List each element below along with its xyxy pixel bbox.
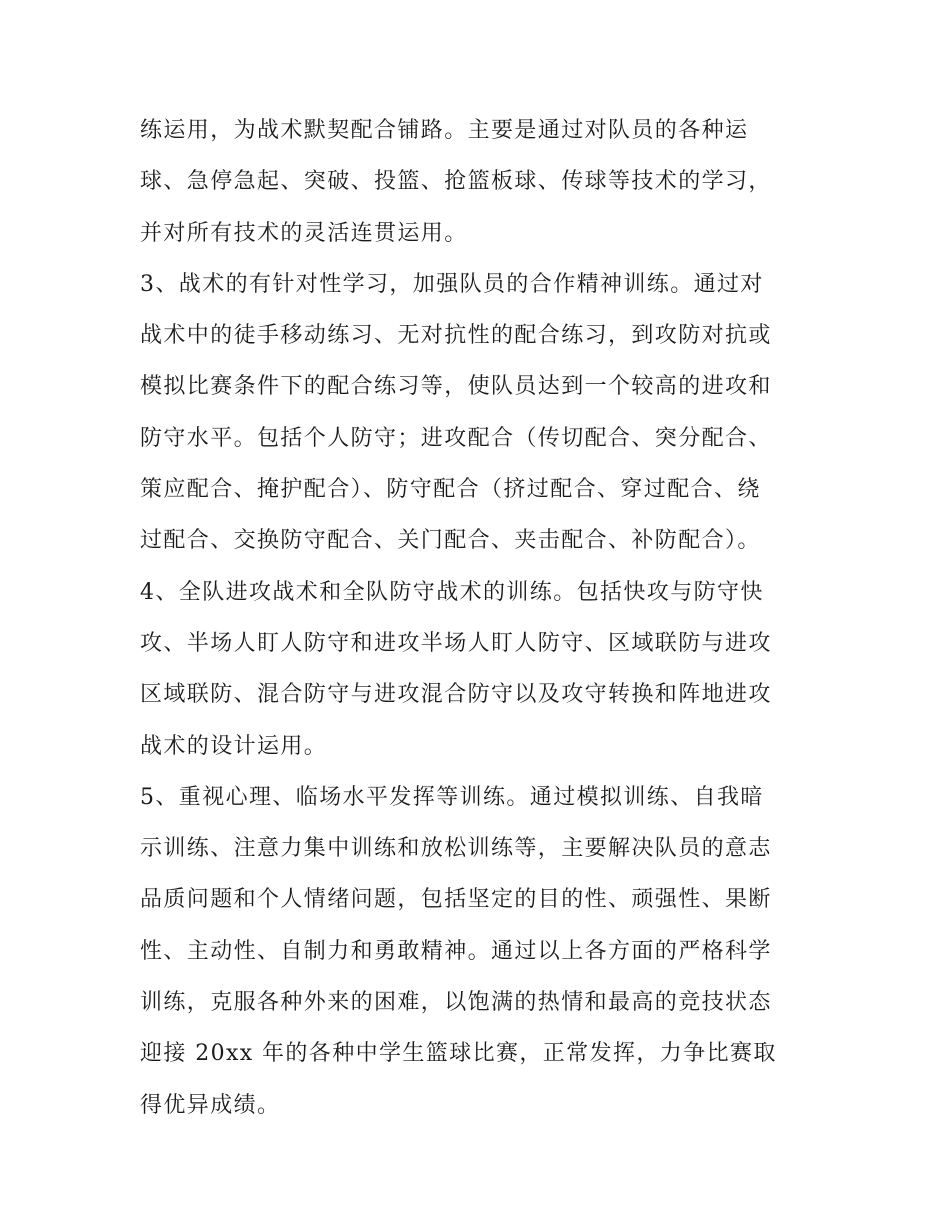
text-line: 战术的设计运用。 bbox=[140, 733, 328, 759]
text-line: 过配合、交换防守配合、关门配合、夹击配合、补防配合）。 bbox=[140, 528, 761, 554]
text-line: 4、全队进攻战术和全队防守战术的训练。包括快攻与防守快 bbox=[140, 579, 764, 605]
text-line: 示训练、注意力集中训练和放松训练等，主要解决队员的意志 bbox=[140, 836, 772, 862]
text-line: 模拟比赛条件下的配合练习等，使队员达到一个较高的进攻和 bbox=[140, 374, 772, 400]
text-line: 战术中的徒手移动练习、无对抗性的配合练习，到攻防对抗或 bbox=[140, 323, 772, 349]
text-line: 品质问题和个人情绪问题，包括坚定的目的性、顽强性、果断 bbox=[140, 887, 772, 913]
text-line: 迎接 20xx 年的各种中学生篮球比赛，正常发挥，力争比赛取 bbox=[140, 1041, 777, 1067]
text-line: 得优异成绩。 bbox=[140, 1092, 281, 1118]
text-line: 训练，克服各种外来的困难，以饱满的热情和最高的竞技状态 bbox=[140, 990, 772, 1016]
body-text bbox=[140, 105, 820, 1131]
text-line: 区域联防、混合防守与进攻混合防守以及攻守转换和阵地进攻 bbox=[140, 682, 772, 708]
text-line: 练运用，为战术默契配合铺路。主要是通过对队员的各种运 bbox=[140, 118, 749, 143]
text-line: 攻、半场人盯人防守和进攻半场人盯人防守、区域联防与进攻 bbox=[140, 630, 772, 656]
text-line: 防守水平。包括个人防守；进攻配合（传切配合、突分配合、 bbox=[140, 425, 772, 451]
text-line: 3、战术的有针对性学习，加强队员的合作精神训练。通过对 bbox=[140, 271, 764, 297]
text-line: 策应配合、掩护配合）、防守配合（挤过配合、穿过配合、绕 bbox=[140, 477, 761, 503]
text-line: 球、急停急起、突破、投篮、抢篮板球、传球等技术的学习， bbox=[140, 169, 772, 195]
text-line: 5、重视心理、临场水平发挥等训练。通过模拟训练、自我暗 bbox=[140, 784, 764, 810]
text-line: 性、主动性、自制力和勇敢精神。通过以上各方面的严格科学 bbox=[140, 938, 772, 964]
text-line: 并对所有技术的灵活连贯运用。 bbox=[140, 220, 468, 246]
